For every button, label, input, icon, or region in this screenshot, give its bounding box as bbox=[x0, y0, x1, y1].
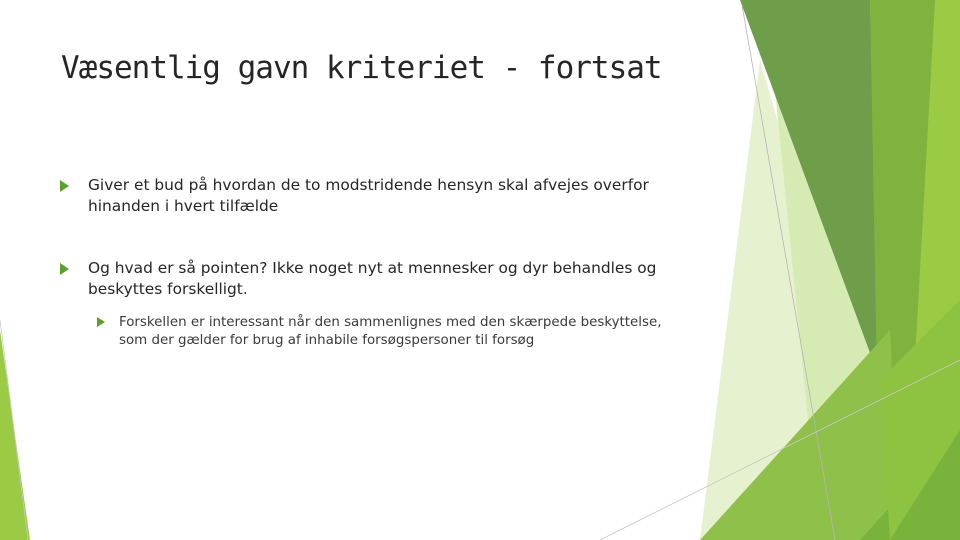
bullet-list bbox=[60, 175, 710, 350]
bullet-1-line-2: hinanden i hvert tilfælde bbox=[88, 197, 279, 215]
triangle-arrow-icon bbox=[97, 317, 105, 327]
bullet-2-line-1: Og hvad er så pointen? Ikke noget nyt at mennesker og dyr behandles og bbox=[88, 259, 657, 277]
bullet-item-2 bbox=[60, 258, 710, 300]
bullet-item-1 bbox=[60, 175, 710, 217]
triangle-arrow-icon bbox=[60, 180, 69, 192]
bullet-1-line-1: Giver et bud på hvordan de to modstridende hensyn skal afvejes overfor bbox=[88, 176, 649, 194]
sub-bullet-item-1 bbox=[60, 314, 710, 350]
triangle-arrow-icon bbox=[60, 263, 69, 275]
bullet-2-line-2: beskyttes forskelligt. bbox=[88, 280, 248, 298]
sub-bullet-line-1: Forskellen er interessant når den sammenlignes med den skærpede beskyttelse, bbox=[119, 315, 662, 330]
sub-bullet-line-2: som der gælder for brug af inhabile forsøgspersoner til forsøg bbox=[119, 333, 535, 348]
slide-title: Væsentlig gavn kriteriet - fortsat bbox=[61, 50, 662, 86]
